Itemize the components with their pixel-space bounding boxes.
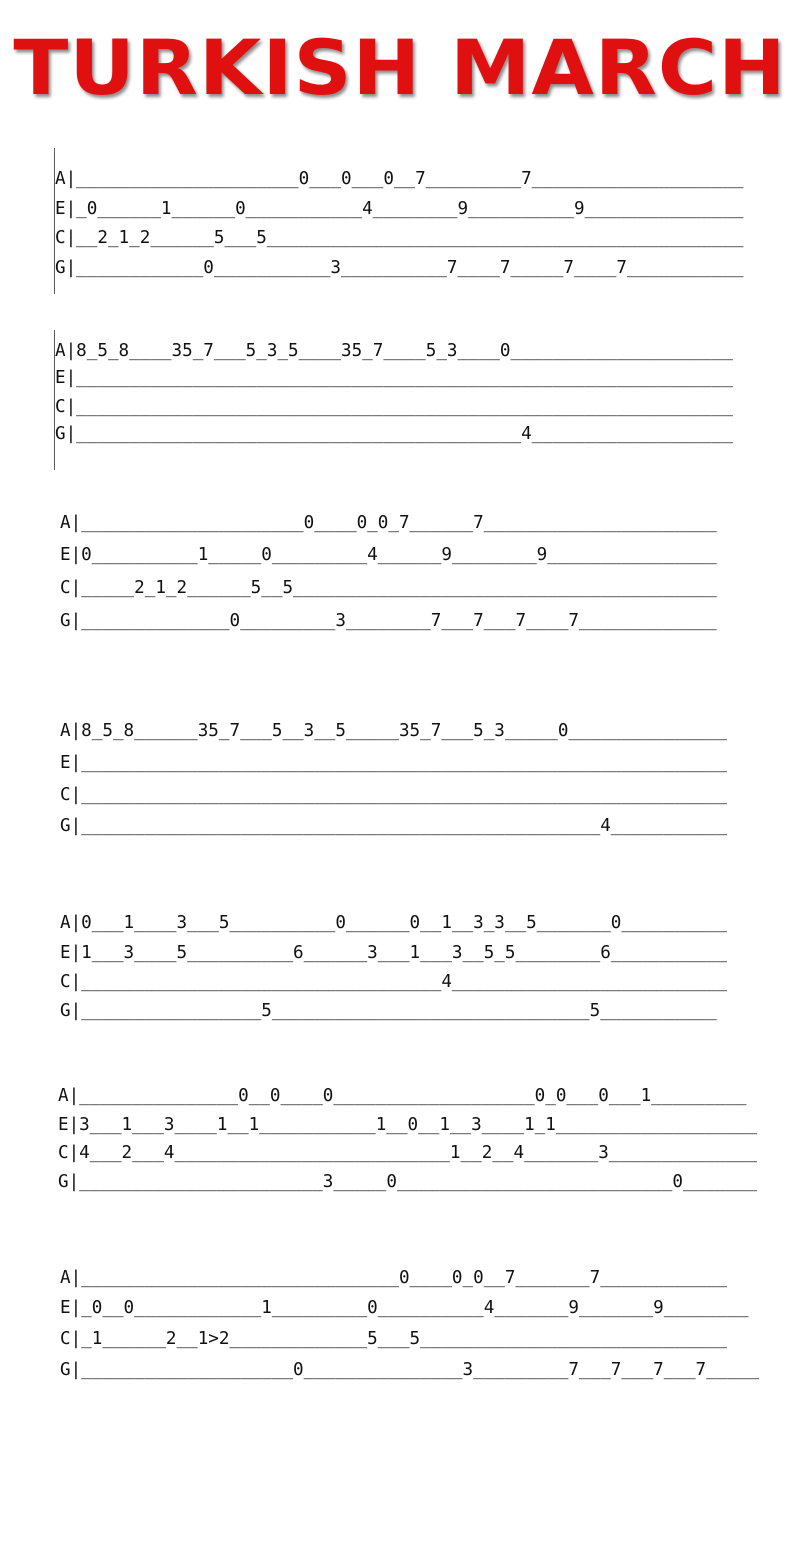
tab-line-g: G|__________________________________________4___________________ xyxy=(55,424,733,444)
tab-line-e: E|_0______1______0___________4________9__________9_______________ xyxy=(55,199,744,219)
tab-line-c: C|______________________________________________________________ xyxy=(55,397,733,417)
tab-line-a: A|_____________________0___0___0__7_________7____________________ xyxy=(55,169,744,189)
tab-line-c: C|__________________________________4__________________________ xyxy=(60,972,728,992)
tab-line-g: G|_________________________________________________4___________ xyxy=(60,816,728,836)
tab-line-a: A|8_5_8______35_7___5__3__5_____35_7___5_3_____0_______________ xyxy=(60,721,728,741)
tab-line-a: A|_______________0__0____0___________________0_0___0___1_________ xyxy=(58,1086,747,1106)
tab-line-a: A|_____________________0____0_0_7______7______________________ xyxy=(60,513,717,533)
tab-line-a: A|0___1____3___5__________0______0__1__3_3__5_______0__________ xyxy=(60,913,728,933)
tab-line-c: C|_____2_1_2______5__5________________________________________ xyxy=(60,578,717,598)
tab-line-c: C|_1______2__1>2_____________5___5_____________________________ xyxy=(60,1329,728,1349)
tab-line-a: A|______________________________0____0_0__7_______7____________ xyxy=(60,1268,728,1288)
tab-line-a: A|8_5_8____35_7___5_3_5____35_7____5_3____0_____________________ xyxy=(55,341,733,361)
tab-line-c: C|_____________________________________________________________ xyxy=(60,785,728,805)
tab-line-g: G|_________________5______________________________5___________ xyxy=(60,1001,717,1021)
tab-line-g: G|_______________________3_____0__________________________0_______ xyxy=(58,1172,758,1192)
tab-line-c: C|4___2___4__________________________1__2__4_______3______________ xyxy=(58,1143,758,1163)
tab-line-e: E|1___3____5__________6______3___1___3__5_5________6___________ xyxy=(60,943,728,963)
tab-line-e: E|3___1___3____1__1___________1__0__1__3____1_1___________________ xyxy=(58,1115,758,1135)
tab-line-e: E|0__________1_____0_________4______9________9________________ xyxy=(60,545,717,565)
tab-line-e: E|_0__0____________1_________0__________4_______9_______9________ xyxy=(60,1298,749,1318)
tab-line-g: G|____________________0_______________3_________7___7___7___7_____ xyxy=(60,1360,760,1380)
tab-line-e: E|______________________________________________________________ xyxy=(55,368,733,388)
tab-line-e: E|_____________________________________________________________ xyxy=(60,753,728,773)
tab-line-c: C|__2_1_2______5___5_____________________________________________ xyxy=(55,228,744,248)
tab-line-g: G|____________0___________3__________7____7_____7____7___________ xyxy=(55,258,744,278)
tab-line-g: G|______________0_________3________7___7___7____7_____________ xyxy=(60,611,717,631)
page-title: TURKISH MARCH xyxy=(13,23,787,112)
